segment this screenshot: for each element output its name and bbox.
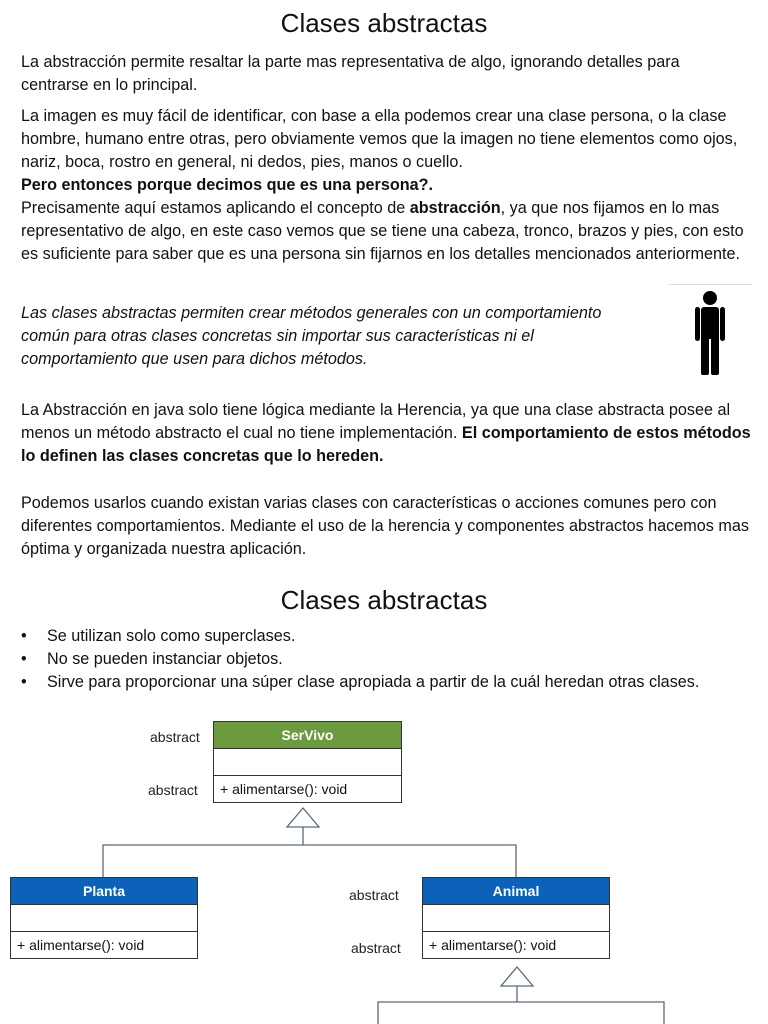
class-attributes [11,905,197,932]
paragraph-java-bold: El comportamiento de estos métodos lo definen las clases concretas que lo hereden. [21,424,751,465]
italic-definition: Las clases abstractas permiten crear métodos generales con un comportamiento común para otras clases concretas sin importar sus características ni el comportamiento que usen para dichos métodos. [21,304,602,368]
question-bold: Pero entonces porque decimos que es una persona?. [21,176,433,194]
class-animal [422,877,610,959]
stereotype-label: abstract [148,782,198,798]
inheritance-arrow [501,967,533,986]
page-title: Clases abstractas [280,8,488,38]
class-servivo [213,721,402,803]
stereotype-label: abstract [351,940,401,956]
class-method: + alimentarse(): void [429,937,557,953]
section-title: Clases abstractas [280,585,488,615]
paragraph-usage: Podemos usarlos cuando existan varias clases con características o acciones comunes pero con diferentes comportamientos. Mediante el uso de la herencia y componentes abstractos hacemos mas óptima y organizada nuestra aplicación. [21,494,749,558]
class-attributes [423,905,609,932]
stereotype-label: abstract [349,887,399,903]
paragraph-java-text: La Abstracción en java solo tiene lógica mediante la Herencia, ya que una clase abstracta posee al menos un método abstracto el cual no tiene implementación. [21,401,731,442]
paragraph-intro: La abstracción permite resaltar la parte mas representativa de algo, ignorando detalles para centrarse en lo principal. [21,53,680,94]
class-method: + alimentarse(): void [220,781,348,797]
abstraction-pre: Precisamente aquí estamos aplicando el concepto de [21,199,410,217]
abstraction-post: , ya que nos fijamos en lo mas representativo de algo, en este caso vemos que se tiene una cabeza, tronco, brazos y pies, con esto es suficiente para saber que es una persona sin fijarnos en los detalles mencionados anteriormente. [21,199,744,263]
list-item: • No se pueden instanciar objetos. [21,650,283,668]
class-attributes [214,749,401,776]
list-item: • Se utilizan solo como superclases. [21,627,296,645]
paragraph-image-text: La imagen es muy fácil de identificar, con base a ella podemos crear una clase persona, o la clase hombre, humano entre otras, pero obviamente vemos que la imagen no tiene elementos como ojos, nariz, boca, rostro en general, ni dedos, pies, manos o cuello. [21,107,738,171]
class-name: Animal [423,878,609,905]
inheritance-arrow [287,808,319,827]
class-method: + alimentarse(): void [17,937,145,953]
abstraction-term: abstracción [409,199,501,217]
class-planta [10,877,198,959]
list-item: • Sirve para proporcionar una súper clase apropiada a partir de la cuál heredan otras clases. [21,673,700,691]
class-name: Planta [11,878,197,905]
stereotype-label: abstract [150,729,200,745]
class-name: SerVivo [214,722,401,749]
